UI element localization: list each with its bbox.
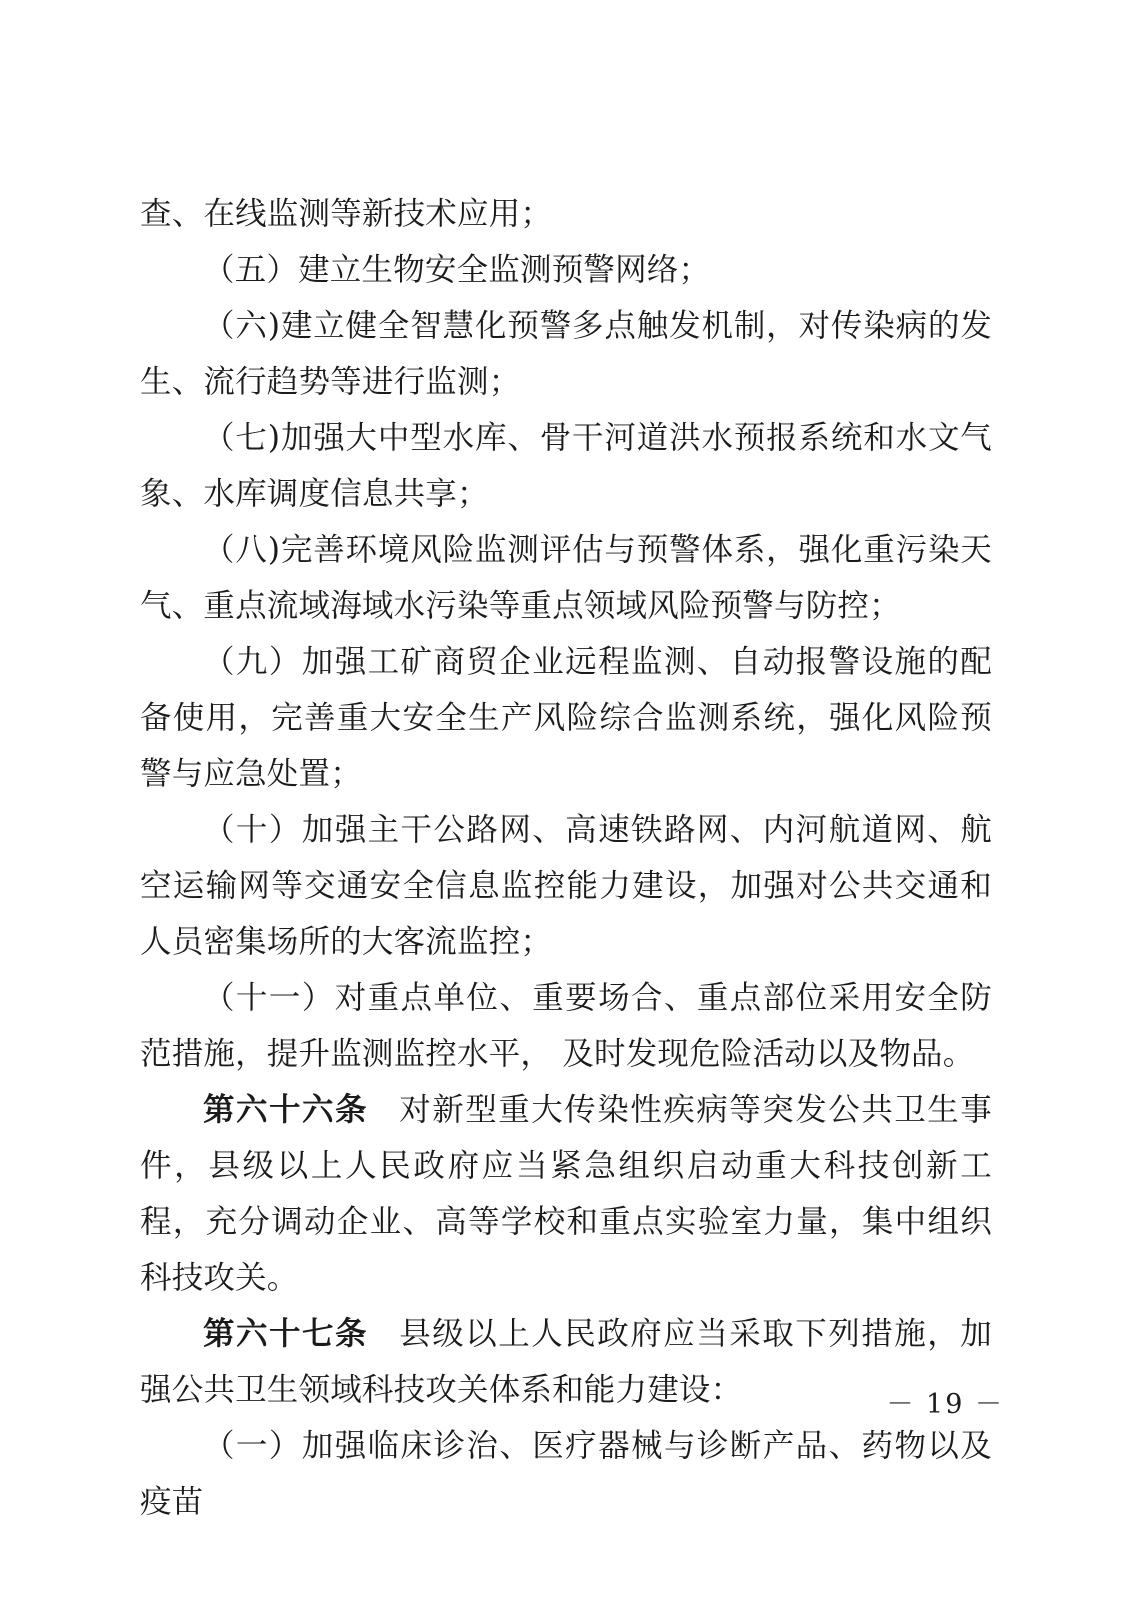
paragraph-continued: 查、在线监测等新技术应用；: [140, 196, 553, 232]
article-66: [140, 1082, 992, 1306]
document-body: [140, 186, 992, 1530]
list-item-8: （八)完善环境风险监测评估与预警体系，强化重污染天气、重点流域海域水污染等重点领域风险预警与防控；: [140, 532, 992, 624]
page-number: － 19 －: [886, 1389, 1004, 1420]
list-item-5: （五）建立生物安全监测预警网络；: [203, 252, 711, 288]
article-66-body: 对新型重大传染性疾病等突发公共卫生事件，县级以上人民政府应当紧急组织启动重大科技创新工程，充分调动企业、高等学校和重点实验室力量，集中组织科技攻关。: [140, 1092, 992, 1296]
list-item-10: （十）加强主干公路网、高速铁路网、内河航道网、航空运输网等交通安全信息监控能力建设，加强对公共交通和人员密集场所的大客流监控；: [140, 812, 992, 960]
list-item-6: （六)建立健全智慧化预警多点触发机制，对传染病的发生、流行趋势等进行监测；: [140, 308, 992, 400]
list-item-11: （十一）对重点单位、重要场合、重点部位采用安全防范措施，提升监测监控水平， 及时发现危险活动以及物品。: [140, 980, 992, 1072]
list-item-67-1: （一）加强临床诊治、医疗器械与诊断产品、药物以及疫苗: [140, 1428, 992, 1520]
article-66-title: 第六十六条: [203, 1091, 368, 1128]
article-67-title: 第六十七条: [203, 1315, 368, 1352]
list-item-9: （九）加强工矿商贸企业远程监测、自动报警设施的配备使用，完善重大安全生产风险综合监测系统，强化风险预警与应急处置；: [140, 644, 992, 792]
article-67: [140, 1306, 992, 1418]
list-item-7: （七)加强大中型水库、骨干河道洪水预报系统和水文气象、水库调度信息共享；: [140, 420, 992, 512]
article-67-body: 县级以上人民政府应当采取下列措施，加强公共卫生领域科技攻关体系和能力建设：: [140, 1316, 992, 1408]
